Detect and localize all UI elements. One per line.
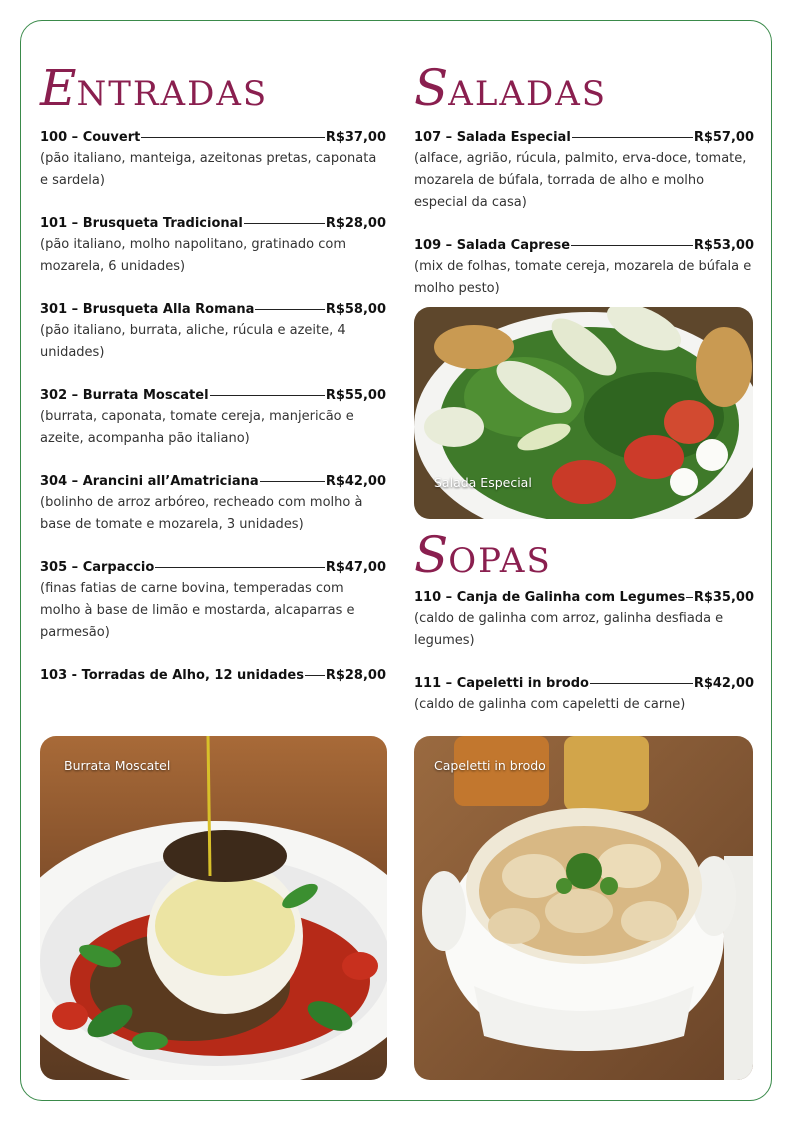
menu-item-description: (pão italiano, molho napolitano, gratinado com mozarela, 6 unidades)	[40, 237, 346, 274]
menu-item-description: (caldo de galinha com arroz, galinha desfiada e legumes)	[414, 611, 724, 648]
menu-item-price: R$28,00	[325, 668, 386, 683]
menu-item-line	[40, 128, 386, 148]
menu-item-description: (mix de folhas, tomate cereja, mozarela de búfala e molho pesto)	[414, 259, 752, 296]
menu-item-description: (pão italiano, manteiga, azeitonas pretas, caponata e sardela)	[40, 151, 377, 188]
menu-item-price: R$55,00	[325, 388, 386, 403]
menu-item-line	[40, 214, 386, 234]
menu-item-price: R$58,00	[325, 302, 386, 317]
menu-item	[40, 666, 386, 686]
menu-item-line	[40, 386, 386, 406]
salada-especial-photo	[414, 307, 753, 519]
menu-item	[40, 558, 386, 644]
capeletti-in-brodo-photo	[414, 736, 753, 1080]
price-leader-line	[590, 683, 693, 684]
menu-item-line	[414, 236, 754, 256]
menu-item-line	[40, 472, 386, 492]
menu-item-name: 101 – Brusqueta Tradicional	[40, 216, 243, 231]
menu-item-description: (alface, agrião, rúcula, palmito, erva-doce, tomate, mozarela de búfala, torrada de alho e molho especial da casa)	[414, 151, 747, 210]
menu-item-description: (burrata, caponata, tomate cereja, manjericão e azeite, acompanha pão italiano)	[40, 409, 354, 446]
sopas-title: SOPAS	[414, 526, 552, 584]
price-leader-line	[141, 137, 324, 138]
menu-item-price: R$35,00	[693, 590, 754, 605]
burrata-moscatel-photo	[40, 736, 387, 1080]
menu-item-description: (finas fatias de carne bovina, temperadas com molho à base de limão e mostarda, alcaparras e parmesão)	[40, 581, 355, 640]
menu-item-description: (bolinho de arroz arbóreo, recheado com molho à base de tomate e mozarela, 3 unidades)	[40, 495, 363, 532]
menu-item-name: 302 – Burrata Moscatel	[40, 388, 209, 403]
price-leader-line	[260, 481, 325, 482]
menu-item-price: R$28,00	[325, 216, 386, 231]
menu-item-line	[414, 588, 754, 608]
menu-item-name: 305 – Carpaccio	[40, 560, 155, 575]
menu-item-line	[414, 128, 754, 148]
menu-item-name: 301 – Brusqueta Alla Romana	[40, 302, 255, 317]
price-leader-line	[244, 223, 325, 224]
menu-item-price: R$42,00	[693, 676, 754, 691]
menu-item-price: R$53,00	[693, 238, 754, 253]
menu-item-name: 100 – Couvert	[40, 130, 141, 145]
entradas-title: ENTRADAS	[40, 59, 269, 117]
menu-item	[414, 128, 754, 214]
price-leader-line	[686, 597, 693, 598]
menu-item-price: R$57,00	[693, 130, 754, 145]
menu-item-price: R$37,00	[325, 130, 386, 145]
menu-item-name: 111 – Capeletti in brodo	[414, 676, 589, 691]
menu-item	[40, 214, 386, 278]
menu-item-description: (pão italiano, burrata, aliche, rúcula e azeite, 4 unidades)	[40, 323, 346, 360]
menu-item	[40, 128, 386, 192]
saladas-title: SALADAS	[414, 59, 608, 117]
price-leader-line	[155, 567, 325, 568]
saladas-list	[414, 128, 754, 300]
menu-item-name: 110 – Canja de Galinha com Legumes	[414, 590, 686, 605]
price-leader-line	[255, 309, 324, 310]
burrata-moscatel-caption: Burrata Moscatel	[64, 758, 171, 773]
saladas-section	[414, 58, 754, 322]
menu-item	[40, 472, 386, 536]
price-leader-line	[572, 137, 693, 138]
menu-item-name: 304 – Arancini all’Amatriciana	[40, 474, 259, 489]
menu-item-line	[414, 674, 754, 694]
entradas-list	[40, 128, 386, 686]
menu-item	[414, 588, 754, 652]
menu-item-price: R$47,00	[325, 560, 386, 575]
price-leader-line	[571, 245, 693, 246]
menu-item-line	[40, 300, 386, 320]
menu-item	[414, 236, 754, 300]
menu-item-name: 109 – Salada Caprese	[414, 238, 571, 253]
menu-item	[40, 386, 386, 450]
menu-item-line	[40, 666, 386, 686]
price-leader-line	[305, 675, 325, 676]
menu-item-price: R$42,00	[325, 474, 386, 489]
menu-item-name: 103 - Torradas de Alho, 12 unidades	[40, 668, 304, 683]
menu-item	[414, 674, 754, 716]
menu-item-description: (caldo de galinha com capeletti de carne)	[414, 697, 686, 712]
entradas-section	[40, 58, 386, 708]
menu-item	[40, 300, 386, 364]
menu-item-line	[40, 558, 386, 578]
sopas-list	[414, 588, 754, 738]
salada-especial-caption: Salada Especial	[434, 475, 532, 490]
capeletti-in-brodo-caption: Capeletti in brodo	[434, 758, 546, 773]
menu-item-name: 107 – Salada Especial	[414, 130, 571, 145]
price-leader-line	[210, 395, 325, 396]
